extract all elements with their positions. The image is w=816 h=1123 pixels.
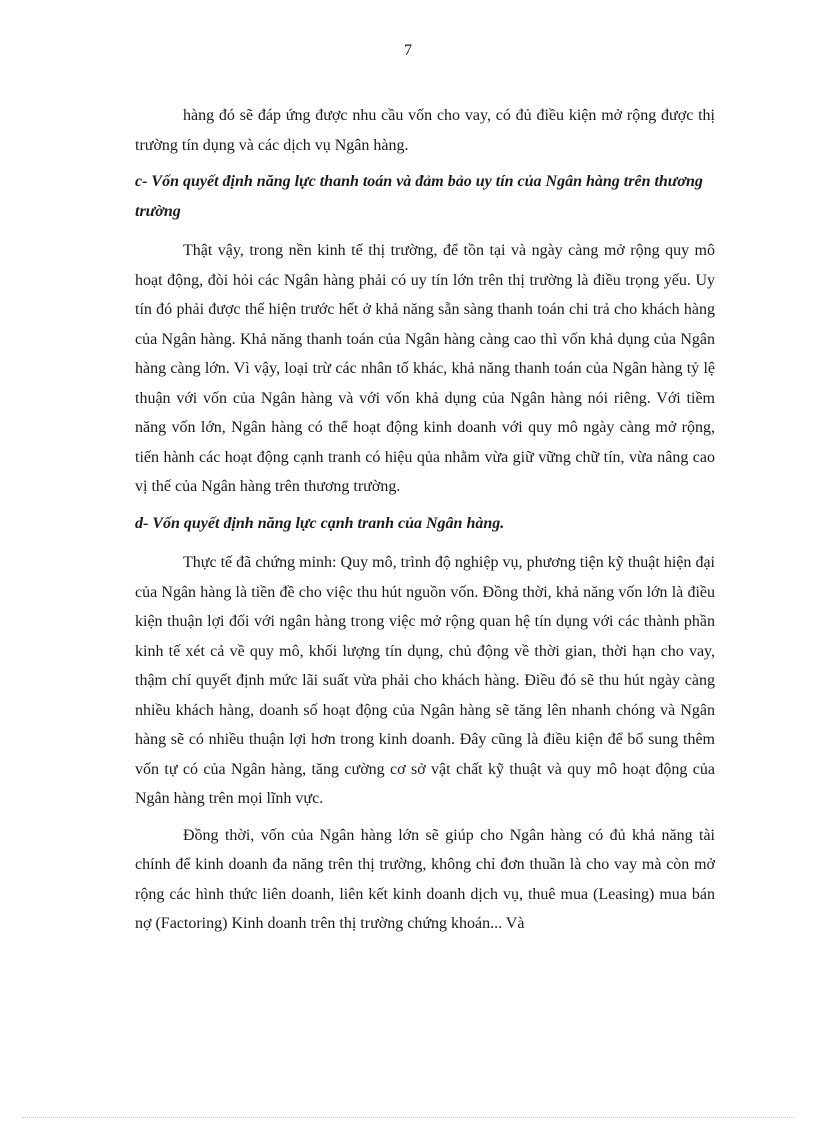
intro-paragraph: hàng đó sẽ đáp ứng được nhu cầu vốn cho vay, có đủ điều kiện mở rộng được thị trường tín dụng và các dịch vụ Ngân hàng.: [135, 107, 715, 154]
heading-d: d- Vốn quyết định năng lực cạnh tranh của Ngân hàng.: [135, 514, 505, 532]
document-body: [135, 101, 715, 939]
paragraph-c: Thật vậy, trong nền kinh tế thị trường, để tồn tại và ngày càng mở rộng quy mô hoạt động, đòi hỏi các Ngân hàng phải có uy tín lớn trên thị trường là điều trọng yếu. Uy tín đó phải được thể hiện trước hết ở khả năng sẵn sàng thanh toán chi trả cho khách hàng của Ngân hàng. Khả năng thanh toán của Ngân hàng càng cao thì vốn khả dụng của Ngân hàng càng lớn. Vì vậy, loại trừ các nhân tố khác, khả năng thanh toán của Ngân hàng tỷ lệ thuận với vốn của Ngân hàng và với vốn khả dụng của Ngân hàng nói riêng. Với tiềm năng vốn lớn, Ngân hàng có thể hoạt động kinh doanh với quy mô ngày càng mở rộng, tiến hành các hoạt động cạnh tranh có hiệu qủa nhằm vừa giữ vững chữ tín, vừa nâng cao vị thế của Ngân hàng trên thương trường.: [135, 242, 715, 495]
paragraph-d2: Đồng thời, vốn của Ngân hàng lớn sẽ giúp cho Ngân hàng có đủ khả năng tài chính để kinh doanh đa năng trên thị trường, không chỉ đơn thuần là cho vay mà còn mở rộng các hình thức liên doanh, liên kết kinh doanh dịch vụ, thuê mua (Leasing) mua bán nợ (Factoring) Kinh doanh trên thị trường chứng khoán... Và: [135, 826, 715, 932]
heading-c: c- Vốn quyết định năng lực thanh toán và đảm bảo uy tín của Ngân hàng trên thương trường: [135, 173, 703, 220]
paragraph-d1: Thực tế đã chứng minh: Quy mô, trình độ nghiệp vụ, phương tiện kỹ thuật hiện đại của Ngân hàng là tiền đề cho việc thu hút nguồn vốn. Đồng thời, khả năng vốn lớn là điều kiện thuận lợi đối với ngân hàng trong việc mở rộng quan hệ tín dụng với các thành phần kinh tế xét cả về quy mô, khối lượng tín dụng, chủ động về thời gian, thời hạn cho vay, thậm chí quyết định mức lãi suất vừa phải cho khách hàng. Điều đó sẽ thu hút ngày càng nhiều khách hàng, doanh số hoạt động của Ngân hàng sẽ tăng lên nhanh chóng và Ngân hàng sẽ có nhiều thuận lợi hơn trong kinh doanh. Đây cũng là điều kiện để bổ sung thêm vốn tự có của Ngân hàng, tăng cường cơ sở vật chất kỹ thuật và quy mô hoạt động của Ngân hàng trên mọi lĩnh vực.: [135, 554, 715, 807]
footer-divider: [22, 1117, 794, 1118]
page-number: 7: [404, 42, 412, 59]
